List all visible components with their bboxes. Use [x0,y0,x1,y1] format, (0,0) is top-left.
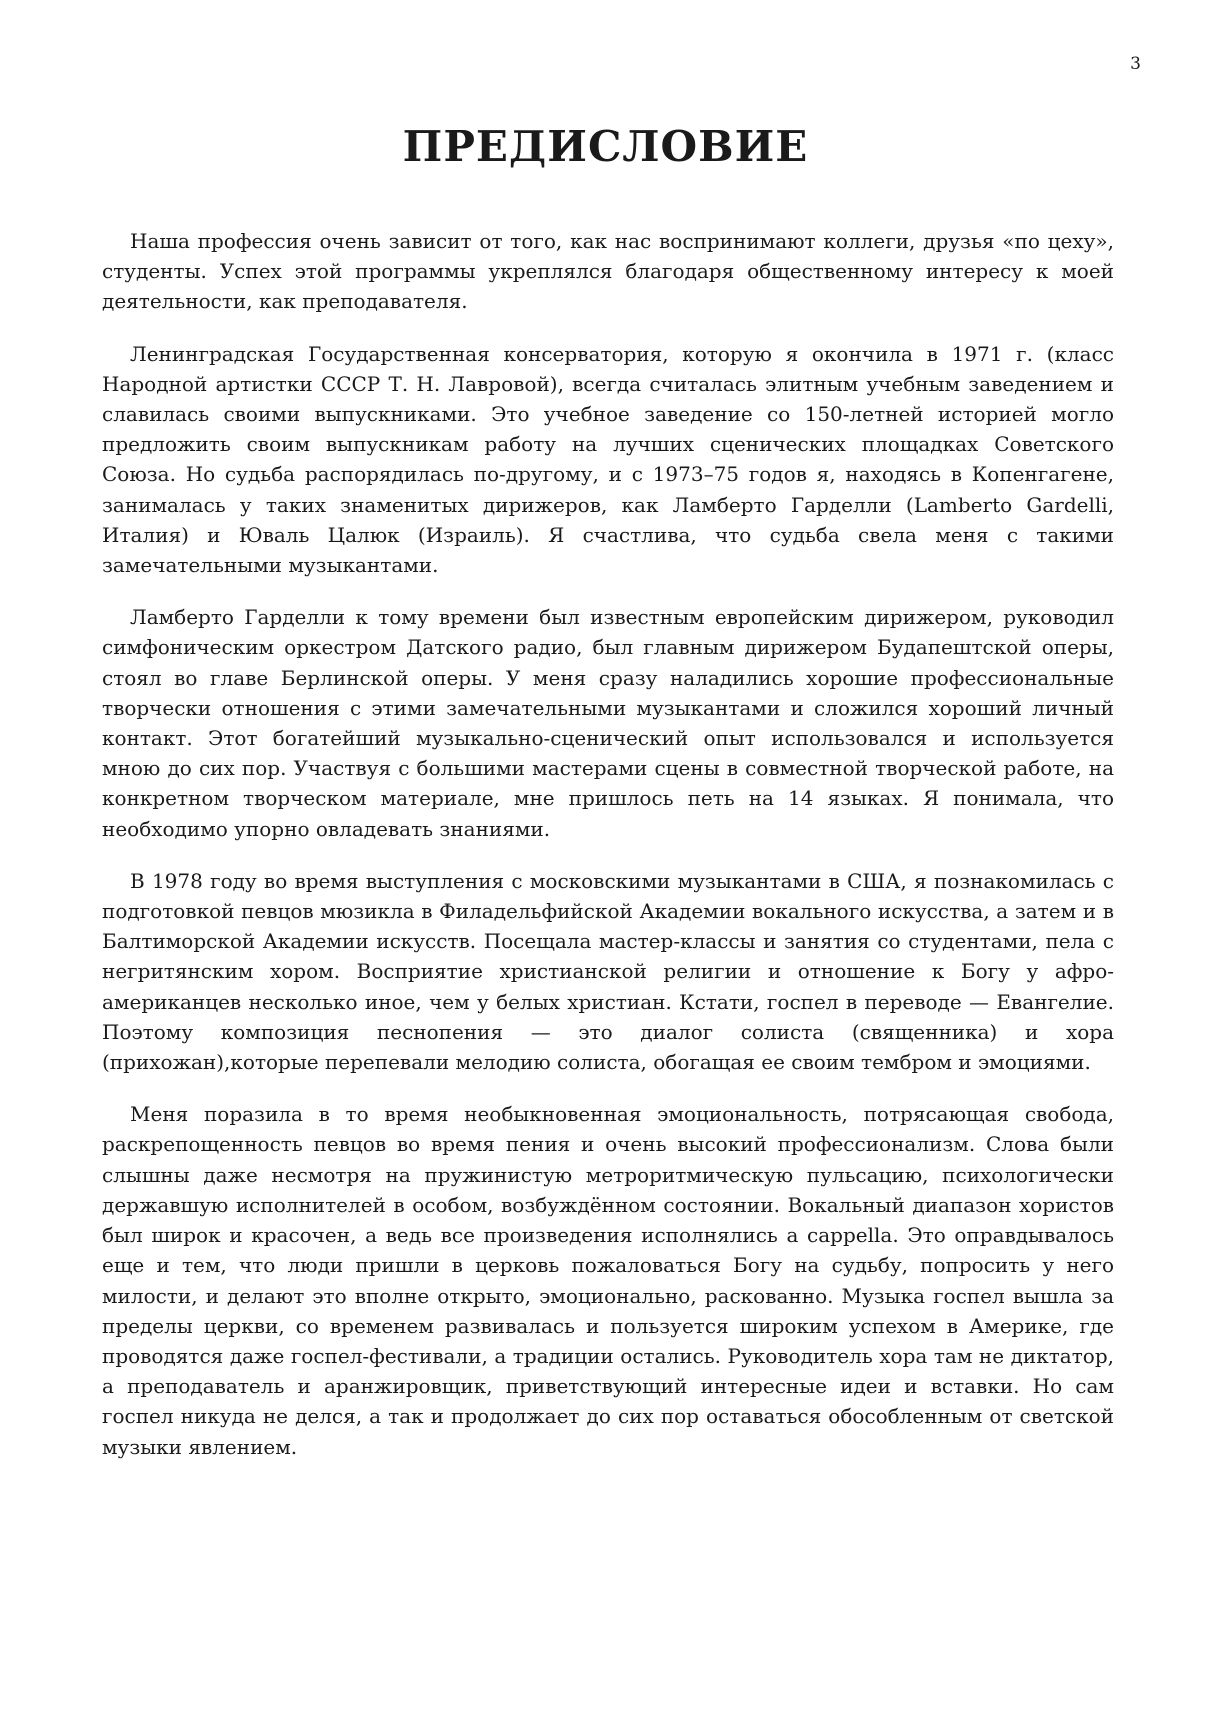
paragraph-5: Меня поразила в то время необыкновенная эмоциональность, потрясающая свобода, раскрепощенность певцов во время пения и очень высокий профессионализм. Слова были слышны даже несмотря на пружинистую метроритмическую пульсацию, психологически державшую исполнителей в особом, возбуждённом состоянии. Вокальный диапазон хористов был широк и красочен, а ведь все произведения исполнялись а cappella. Это оправдывалось еще и тем, что люди пришли в церковь пожаловаться Богу на судьбу, попросить у него милости, и делают это вполне открыто, эмоционально, раскованно. Музыка госпел вышла за пределы церкви, со временем развивалась и пользуется широким успехом в Америке, где проводятся даже госпел-фестивали, а традиции остались. Руководитель хора там не диктатор, а преподаватель и аранжировщик, приветствующий интересные идеи и вставки. Но сам госпел никуда не делся, а так и продолжает до сих пор оставаться обособленным от светской музыки явлением. [102,1102,1114,1459]
paragraph-2: Ленинградская Государственная консерватория, которую я окончила в 1971 г. (класс Народной артистки СССР Т. Н. Лавровой), всегда считалась элитным учебным заведением и славилась своими выпускниками. Это учебное заведение со 150-летней историей могло предложить своим выпускникам работу на лучших сценических площадках Советского Союза. Но судьба распорядилась по-другому, и с 1973–75 годов я, находясь в Копенгагене, занималась у таких знаменитых дирижеров, как Ламберто Гарделли (Lamberto Gardelli, Италия) и Юваль Цалюк (Израиль). Я счастлива, что судьба свела меня с такими замечательными музыкантами. [102,341,1114,578]
paragraph-1: Наша профессия очень зависит от того, как нас воспринимают коллеги, друзья «по цеху», студенты. Успех этой программы укреплялся благодаря общественному интересу к моей деятельности, как преподавателя. [102,229,1114,314]
page-number: 3 [1130,54,1141,74]
page-title: ПРЕДИСЛОВИЕ [402,122,809,171]
body-text [102,226,1114,1484]
paragraph-3: Ламберто Гарделли к тому времени был известным европейским дирижером, руководил симфоническим оркестром Датского радио, был главным дирижером Будапештской оперы, стоял во главе Берлинской оперы. У меня сразу наладились хорошие профессиональные творчески отношения с этими замечательными музыкантами и сложился хороший личный контакт. Этот богатейший музыкально-сценический опыт использовался и используется мною до сих пор. Участвуя с большими мастерами сцены в совместной творческой работе, на конкретном творческом материале, мне пришлось петь на 14 языках. Я понимала, что необходимо упорно овладевать знаниями. [102,605,1114,841]
paragraph-4: В 1978 году во время выступления с московскими музыкантами в США, я познакомилась с подготовкой певцов мюзикла в Филадельфийской Академии вокального искусства, а затем и в Балтиморской Академии искусств. Посещала мастер-классы и занятия со студентами, пела с негритянским хором. Восприятие христианской религии и отношение к Богу у афро-американцев несколько иное, чем у белых христиан. Кстати, госпел в переводе — Евангелие. Поэтому композиция песнопения — это диалог солиста (священника) и хора (прихожан),которые перепевали мелодию солиста, обогащая ее своим тембром и эмоциями. [102,868,1114,1075]
